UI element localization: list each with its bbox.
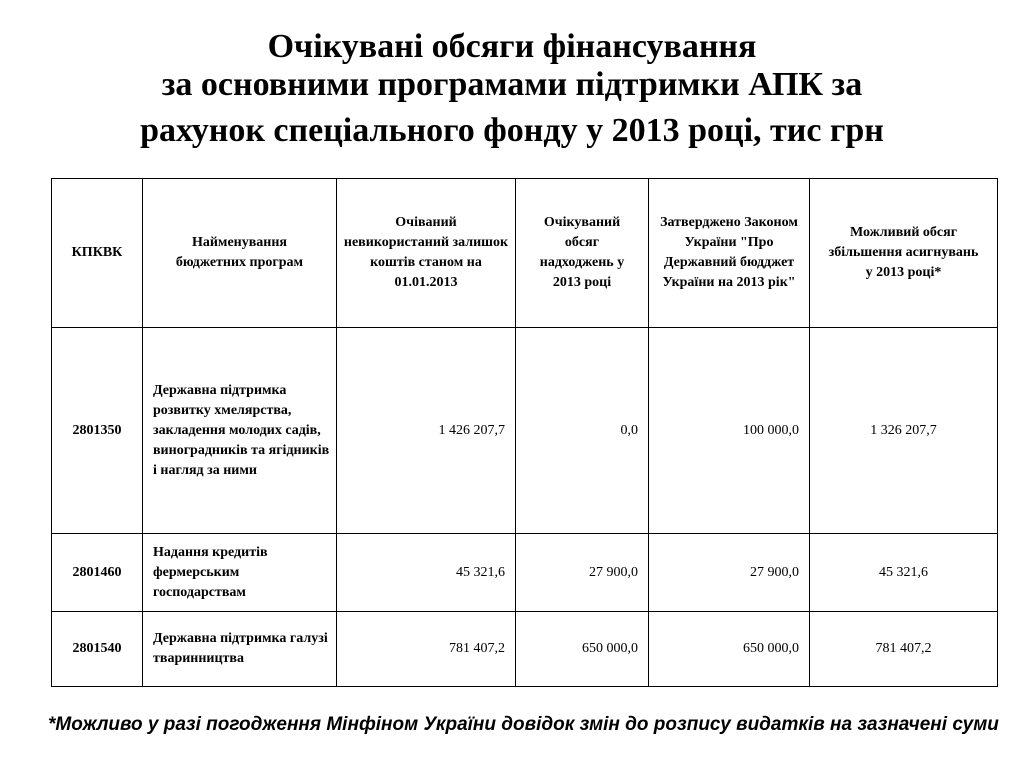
row-approved: 27 900,0 [649,534,810,612]
table-header-row [52,179,998,328]
row-program-name: Державна підтримка галузі тваринництва [143,612,337,687]
row-code: 2801540 [52,612,143,687]
page-title-line-2: за основними програмами підтримки АПК за [161,66,863,103]
row-expected: 27 900,0 [516,534,649,612]
row-possible: 45 321,6 [810,534,998,612]
header-program-name: Найменування бюджетних програм [143,179,337,328]
row-possible: 781 407,2 [810,612,998,687]
row-expected: 0,0 [516,328,649,534]
table-row [52,328,998,534]
row-program-name: Державна підтримка розвитку хмелярства, закладення молодих садів, виноградників та ягідників і нагляд за ними [143,328,337,534]
footnote: *Можливо у разі погодження Мінфіном України довідок змін до розпису видатків на зазначені суми [48,714,999,735]
row-approved: 100 000,0 [649,328,810,534]
table-row [52,612,998,687]
table-row [52,534,998,612]
header-approved: Затверджено Законом України "Про Державний бюдджет України на 2013 рік" [649,179,810,328]
row-expected: 650 000,0 [516,612,649,687]
row-code: 2801460 [52,534,143,612]
page-title-line-3: рахунок спеціального фонду у 2013 році, тис грн [140,112,884,149]
header-kpkvk: КПКВК [52,179,143,328]
row-possible: 1 326 207,7 [810,328,998,534]
header-balance: Очіваний невикористаний залишок коштів станом на 01.01.2013 [337,179,516,328]
row-balance: 781 407,2 [337,612,516,687]
row-balance: 45 321,6 [337,534,516,612]
row-approved: 650 000,0 [649,612,810,687]
row-balance: 1 426 207,7 [337,328,516,534]
header-possible-increase: Можливий обсяг збільшення асигнувань у 2013 році* [810,179,998,328]
header-expected-revenue: Очікуваний обсяг надходжень у 2013 році [516,179,649,328]
row-program-name: Надання кредитів фермерським господарствам [143,534,337,612]
row-code: 2801350 [52,328,143,534]
funding-table [51,178,998,687]
page-title-line-1: Очікувані обсяги фінансування [267,28,757,65]
